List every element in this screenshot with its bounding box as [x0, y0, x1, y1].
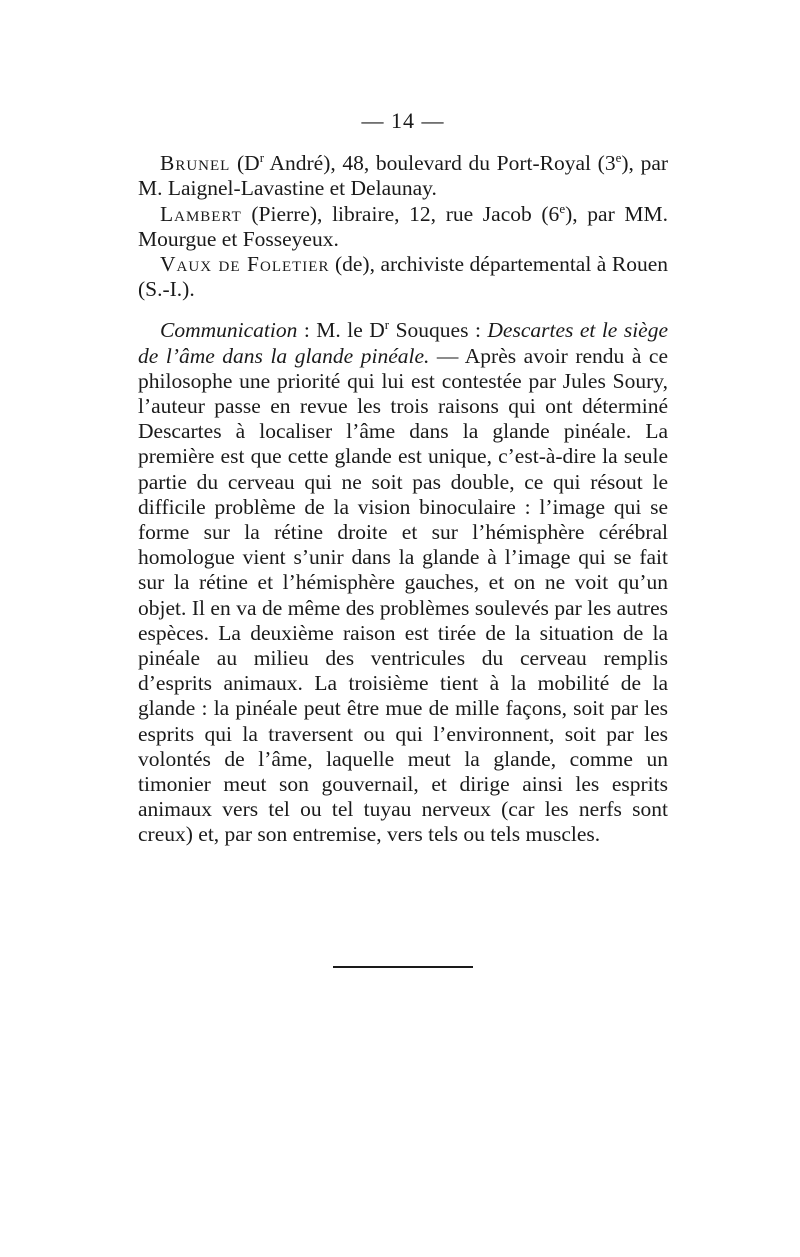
superscript: e — [615, 150, 622, 166]
member-given: (Pierre), libraire, 12, rue Jacob (6 — [241, 201, 560, 226]
communication-speaker: Souques : — [389, 318, 488, 343]
communication-sep: : M. le D — [297, 318, 385, 343]
communication-label: Communication — [160, 318, 298, 343]
member-surname: Brunel — [160, 151, 231, 176]
superscript: e — [559, 200, 566, 216]
superscript: r — [259, 150, 265, 166]
member-given: (de), archiviste départemental à — [329, 252, 607, 277]
member-address-end: ), par — [565, 201, 615, 226]
section-rule — [333, 966, 473, 968]
member-entry — [138, 151, 668, 201]
communication-title: Descartes et le siège de l’âme dans la glande pinéale. — [138, 318, 669, 368]
member-sponsor: par M. Laignel-Lavastine et Delaunay. — [138, 151, 669, 201]
member-address-end: ), — [621, 151, 634, 176]
member-entry — [138, 202, 668, 252]
member-entry — [138, 252, 668, 302]
member-given: (D — [230, 151, 260, 176]
member-address: André), 48, boulevard du Port-Royal (3 — [264, 151, 616, 176]
member-sponsor: MM. Mourgue et Fosseyeux. — [138, 201, 668, 251]
member-surname: Vaux de Foletier — [160, 252, 330, 277]
page-number: — 14 — — [361, 108, 445, 133]
communication-paragraph — [138, 318, 668, 847]
superscript: r — [384, 317, 390, 333]
document-page — [138, 108, 668, 848]
member-sponsor: Rouen (S.-I.). — [138, 252, 669, 302]
member-surname: Lambert — [160, 201, 242, 226]
communication-body: — Après avoir rendu à ce philosophe une priorité qui lui est contestée par Jules Soury, l’auteur passe en revue les trois raisons qui ont déterminé Descartes à localiser l’âme dans la glande pinéale. La première est que cette glande est unique, c’est-à-dire la seule partie du cerveau qui ne soit pas double, ce qui résout le difficile problème de la vision binoculaire : l’image qui se forme sur la rétine droite et sur l’hémisphère cérébral homologue vient s’unir dans la glande à l’image qui se fait sur la rétine et l’hémisphère gauches, et on ne voit qu’un objet. Il en va de même des problèmes soulevés par les autres espèces. La deuxième raison est tirée de la situation de la pinéale au milieu des ventricules du cerveau remplis d’esprits animaux. La troisième tient à la mobilité de la glande : la pinéale peut être mue de mille façons, soit par les esprits qui la traversent ou qui l’environnent, soit par les volontés de l’âme, laquelle meut la glande, comme un timonier meut son gouvernail, et dirige ainsi les esprits animaux vers tel ou tel tuyau nerveux (car les nerfs sont creux) et, par son entremise, vers tels ou tels muscles. — [138, 343, 668, 847]
